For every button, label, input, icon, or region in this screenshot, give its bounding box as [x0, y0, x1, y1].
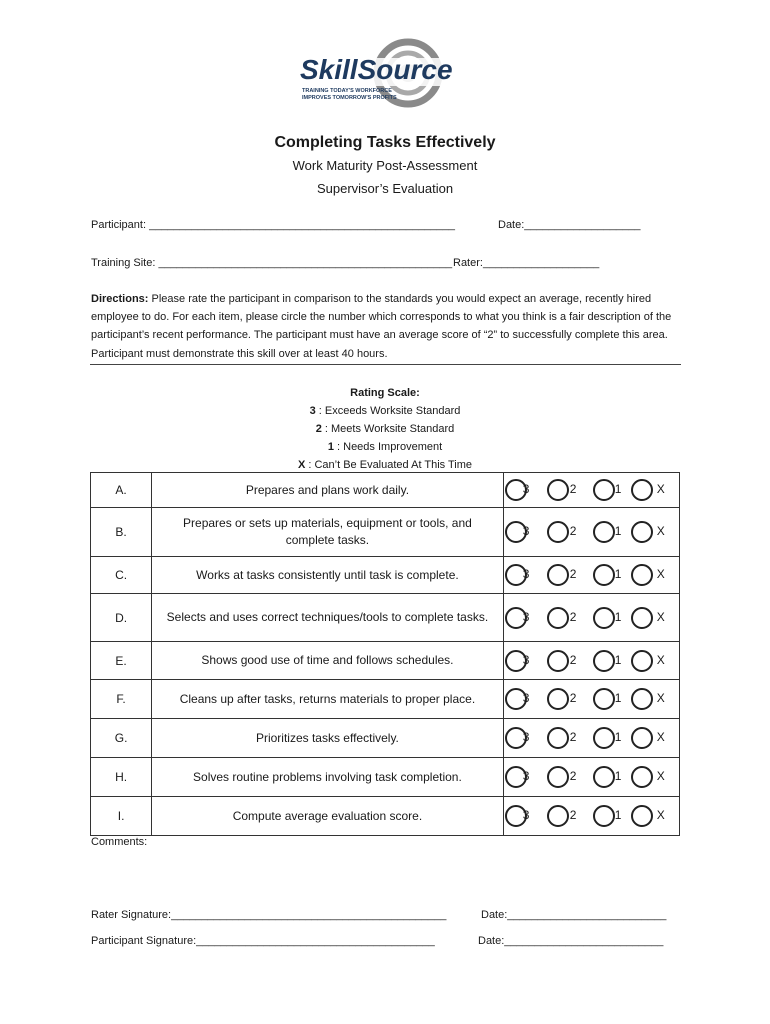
rating-circle-x[interactable] [631, 521, 653, 543]
rating-circle-2[interactable] [547, 688, 569, 710]
item-letter: G. [91, 719, 152, 758]
rating-option-label: 3 [522, 482, 530, 496]
item-description: Works at tasks consistently until task is complete. [152, 557, 504, 594]
comments-label: Comments: [91, 836, 148, 848]
item-description: Prepares or sets up materials, equipment or tools, and complete tasks. [152, 508, 504, 557]
rating-circle-2[interactable] [547, 805, 569, 827]
logo-tagline-1: TRAINING TODAY'S WORKFORCE [302, 88, 392, 94]
rating-circle-1[interactable] [593, 607, 615, 629]
rating-option-label: X [656, 730, 665, 744]
item-letter: H. [91, 758, 152, 797]
rating-circle-2[interactable] [547, 650, 569, 672]
item-description: Shows good use of time and follows schedules. [152, 642, 504, 680]
page-title: Completing Tasks Effectively [274, 134, 496, 151]
item-description: Solves routine problems involving task completion. [152, 758, 504, 797]
rating-option-label: 2 [569, 567, 577, 581]
rating-option-label: 1 [614, 730, 622, 744]
rating-option-label: 3 [522, 730, 530, 744]
rating-circle-1[interactable] [593, 564, 615, 586]
item-letter: F. [91, 680, 152, 719]
item-letter: D. [91, 594, 152, 642]
rating-options [503, 797, 679, 836]
rating-circle-2[interactable] [547, 521, 569, 543]
rating-option-label: 3 [522, 769, 530, 783]
directions-paragraph [91, 290, 686, 363]
item-description: Prioritizes tasks effectively. [152, 719, 504, 758]
rating-option-label: 2 [569, 652, 577, 667]
logo-text: SkillSource [300, 54, 453, 85]
table-row [91, 680, 680, 719]
rater-field[interactable]: Rater:___________________ [453, 257, 600, 269]
rating-circle-1[interactable] [593, 479, 615, 501]
rating-circle-x[interactable] [631, 479, 653, 501]
rating-option-label: 2 [569, 691, 577, 705]
participant-signature-field[interactable]: Participant Signature:_______________________________________ [91, 935, 435, 947]
rating-circle-x[interactable] [631, 564, 653, 586]
training-site-field[interactable]: Training Site: ________________________________________________ [91, 257, 453, 269]
table-row [91, 758, 680, 797]
rating-circle-1[interactable] [593, 805, 615, 827]
rating-circle-2[interactable] [547, 479, 569, 501]
rating-options [503, 642, 679, 680]
rating-options [503, 557, 679, 594]
directions-divider [90, 364, 681, 365]
rating-option-label: 2 [569, 808, 577, 822]
table-row [91, 642, 680, 680]
logo-tagline-2: IMPROVES TOMORROW'S PROFITS [302, 95, 397, 101]
rating-circle-x[interactable] [631, 766, 653, 788]
rating-scale-item: 1 : Needs Improvement [327, 441, 443, 453]
item-letter: E. [91, 642, 152, 680]
item-description: Selects and uses correct techniques/tools to complete tasks. [152, 594, 504, 642]
item-description: Compute average evaluation score. [152, 797, 504, 836]
rating-circle-1[interactable] [593, 766, 615, 788]
date-field-top[interactable]: Date:___________________ [498, 219, 641, 231]
rating-option-label: X [656, 524, 665, 538]
rating-circle-x[interactable] [631, 650, 653, 672]
rating-options [503, 508, 679, 557]
item-letter: A. [91, 473, 152, 508]
rating-circle-x[interactable] [631, 727, 653, 749]
rating-scale-item: 2 : Meets Worksite Standard [315, 423, 455, 435]
rating-circle-1[interactable] [593, 688, 615, 710]
participant-field[interactable]: Participant: __________________________________________________ [91, 219, 455, 231]
rating-option-label: 3 [522, 808, 530, 822]
rating-option-label: 3 [522, 567, 530, 581]
rating-scale-item: 3 : Exceeds Worksite Standard [309, 405, 461, 417]
table-row [91, 594, 680, 642]
rating-option-label: 3 [522, 609, 530, 624]
rating-circle-1[interactable] [593, 650, 615, 672]
table-row [91, 557, 680, 594]
directions-label: Directions: [91, 293, 149, 305]
item-letter: C. [91, 557, 152, 594]
rating-circle-2[interactable] [547, 607, 569, 629]
rating-circle-2[interactable] [547, 727, 569, 749]
rating-option-label: X [656, 691, 665, 705]
table-row [91, 797, 680, 836]
item-description: Prepares and plans work daily. [152, 473, 504, 508]
rating-option-label: X [656, 769, 665, 783]
rating-options [503, 758, 679, 797]
table-row [91, 473, 680, 508]
rating-option-label: 1 [614, 609, 622, 624]
rating-circle-x[interactable] [631, 607, 653, 629]
rating-option-label: 3 [522, 524, 530, 538]
rating-circle-x[interactable] [631, 805, 653, 827]
evaluation-table [90, 472, 680, 836]
rating-option-label: X [656, 482, 665, 496]
participant-signature-date-field[interactable]: Date:__________________________ [478, 935, 664, 947]
skillsource-logo [298, 38, 488, 110]
item-letter: B. [91, 508, 152, 557]
rating-option-label: 1 [614, 567, 622, 581]
rating-option-label: 1 [614, 691, 622, 705]
rating-option-label: 1 [614, 808, 622, 822]
rating-option-label: 2 [569, 730, 577, 744]
rating-option-label: 2 [569, 482, 577, 496]
rating-circle-1[interactable] [593, 727, 615, 749]
rating-option-label: 1 [614, 769, 622, 783]
rating-scale-item: X : Can’t Be Evaluated At This Time [297, 459, 473, 471]
table-row [91, 719, 680, 758]
item-description: Cleans up after tasks, returns materials to proper place. [152, 680, 504, 719]
rating-circle-2[interactable] [547, 766, 569, 788]
rating-option-label: 1 [614, 482, 622, 496]
rating-scale [0, 384, 770, 474]
rating-scale-title: Rating Scale: [350, 387, 420, 399]
rating-circle-1[interactable] [593, 521, 615, 543]
rating-options [503, 719, 679, 758]
rater-signature-field[interactable]: Rater Signature:_____________________________________________ [91, 909, 447, 921]
item-letter: I. [91, 797, 152, 836]
logo-graphic [298, 38, 488, 110]
page-subtitle-evaluation: Supervisor’s Evaluation [316, 181, 454, 196]
rating-option-label: 3 [522, 652, 530, 667]
rating-options [503, 594, 679, 642]
rating-option-label: 1 [614, 652, 622, 667]
rating-option-label: X [656, 567, 665, 581]
rating-options [503, 680, 679, 719]
rating-option-label: X [656, 808, 665, 822]
rating-circle-2[interactable] [547, 564, 569, 586]
rating-option-label: 2 [569, 524, 577, 538]
rating-circle-x[interactable] [631, 688, 653, 710]
rating-option-label: X [656, 609, 665, 624]
rating-option-label: X [656, 652, 665, 667]
rating-option-label: 2 [569, 769, 577, 783]
rating-option-label: 1 [614, 524, 622, 538]
rating-option-label: 2 [569, 609, 577, 624]
rating-options [503, 473, 679, 508]
table-row [91, 508, 680, 557]
rating-option-label: 3 [522, 691, 530, 705]
directions-text: Please rate the participant in comparison to the standards you would expect an average, recently hired employee to do. For each item, please circle the number which corresponds to what you think is a fair description of the participant’s recent performance. The participant must have an average score of “2” to successfully complete this area. Participant must demonstrate this skill over at least 40 hours. [91, 293, 672, 360]
page-subtitle: Work Maturity Post-Assessment [292, 158, 478, 173]
rater-signature-date-field[interactable]: Date:__________________________ [481, 909, 667, 921]
